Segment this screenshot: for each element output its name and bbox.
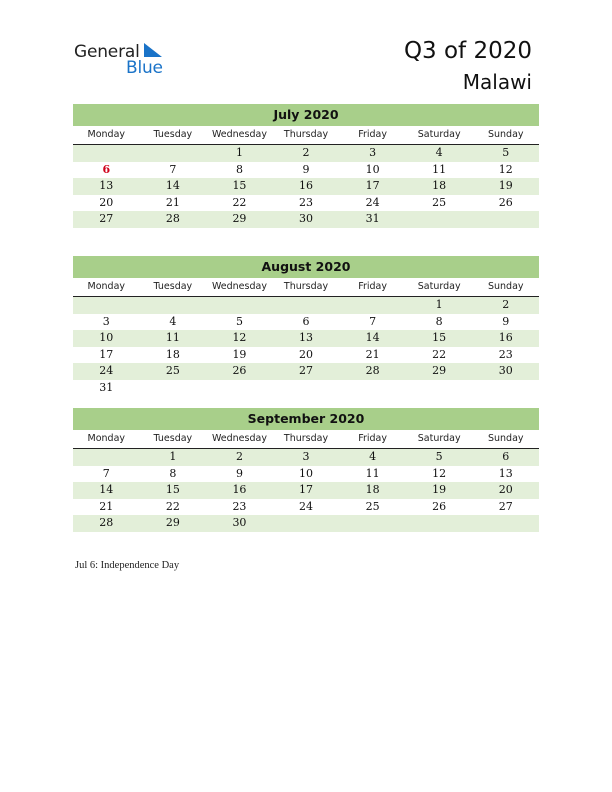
month-calendar: [73, 104, 539, 228]
weekday-label: Friday: [358, 433, 387, 444]
weekday-label: Wednesday: [211, 433, 267, 444]
day-cell: 22: [232, 195, 247, 209]
day-cell: [339, 297, 406, 314]
day-cell: [406, 380, 473, 397]
day-cell: 17: [99, 347, 114, 361]
weekday-label: Monday: [87, 129, 126, 140]
month-header: September 2020: [73, 408, 539, 430]
day-cell: 27: [498, 499, 513, 513]
day-cell: 13: [299, 331, 314, 345]
day-cell: 3: [369, 146, 377, 159]
week-row: [73, 211, 539, 228]
week-row: [73, 466, 539, 483]
brand-logo: [74, 42, 184, 78]
day-cell: 22: [432, 347, 447, 361]
day-cell: 23: [299, 195, 314, 209]
weekday-header-row: [73, 128, 539, 145]
day-cell: [406, 211, 473, 228]
day-cell: 5: [502, 146, 510, 159]
day-cell: [140, 145, 207, 162]
day-cell: 15: [432, 331, 447, 345]
day-cell: 8: [435, 314, 443, 328]
day-cell: 12: [498, 162, 513, 176]
day-cell: 26: [232, 364, 247, 378]
day-cell: 16: [232, 483, 247, 497]
week-row: [73, 380, 539, 397]
day-cell: 4: [369, 450, 377, 463]
day-cell: [73, 449, 140, 466]
logo-text-blue: Blue: [126, 58, 163, 78]
weekday-label: Saturday: [417, 433, 461, 444]
day-cell: 20: [299, 347, 314, 361]
day-cell: 2: [502, 298, 510, 311]
day-cell: 18: [365, 483, 380, 497]
day-cell: 13: [99, 179, 114, 193]
day-cell: [206, 380, 273, 397]
month-calendar: [73, 408, 539, 532]
day-cell: [140, 297, 207, 314]
day-cell: [472, 211, 539, 228]
weekday-label: Wednesday: [211, 281, 267, 292]
day-cell: 15: [165, 483, 180, 497]
weekday-label: Sunday: [487, 281, 524, 292]
day-cell: 21: [165, 195, 180, 209]
day-cell: 19: [432, 483, 447, 497]
day-cell: 8: [169, 466, 177, 480]
day-cell: 28: [99, 516, 114, 530]
holiday-day-cell: 6: [102, 162, 111, 176]
week-row: [73, 195, 539, 212]
weekday-label: Friday: [358, 281, 387, 292]
day-cell: 9: [502, 314, 510, 328]
logo-triangle-icon: [142, 43, 164, 59]
day-cell: 3: [302, 450, 310, 463]
day-cell: 20: [498, 483, 513, 497]
day-cell: 25: [365, 499, 380, 513]
week-row: [73, 145, 539, 162]
day-cell: 11: [165, 331, 180, 345]
weekday-label: Sunday: [487, 433, 524, 444]
weekday-label: Thursday: [283, 433, 329, 444]
day-cell: 25: [432, 195, 447, 209]
week-row: [73, 363, 539, 380]
day-cell: 22: [165, 499, 180, 513]
weekday-label: Tuesday: [153, 281, 193, 292]
day-cell: 5: [435, 450, 443, 463]
day-cell: 31: [99, 380, 114, 394]
day-cell: [273, 380, 340, 397]
day-cell: 4: [435, 146, 443, 159]
day-cell: 26: [498, 195, 513, 209]
day-cell: 28: [165, 212, 180, 226]
day-cell: 19: [232, 347, 247, 361]
day-cell: 18: [432, 179, 447, 193]
day-cell: 29: [432, 364, 447, 378]
day-cell: 17: [365, 179, 380, 193]
month-header: August 2020: [73, 256, 539, 278]
weekday-label: Sunday: [487, 129, 524, 140]
day-cell: [273, 297, 340, 314]
day-cell: 20: [99, 195, 114, 209]
weekday-label: Saturday: [417, 129, 461, 140]
weekday-label: Thursday: [283, 129, 329, 140]
day-cell: 9: [235, 466, 243, 480]
day-cell: 12: [432, 466, 447, 480]
day-cell: 6: [302, 314, 310, 328]
day-cell: 29: [165, 516, 180, 530]
day-cell: 27: [99, 212, 114, 226]
day-cell: 29: [232, 212, 247, 226]
day-cell: 19: [498, 179, 513, 193]
day-cell: 7: [369, 314, 377, 328]
week-row: [73, 499, 539, 516]
day-cell: 10: [365, 162, 380, 176]
day-cell: [206, 297, 273, 314]
week-row: [73, 330, 539, 347]
day-cell: 30: [299, 212, 314, 226]
week-row: [73, 482, 539, 499]
day-cell: 14: [165, 179, 180, 193]
weekday-label: Monday: [87, 281, 126, 292]
day-cell: 12: [232, 331, 247, 345]
day-cell: 2: [302, 146, 310, 159]
day-cell: 24: [299, 499, 314, 513]
week-row: [73, 449, 539, 466]
day-cell: 8: [235, 162, 243, 176]
weekday-header-row: [73, 280, 539, 297]
day-cell: [339, 380, 406, 397]
day-cell: [339, 515, 406, 532]
week-row: [73, 515, 539, 532]
day-cell: 10: [99, 331, 114, 345]
day-cell: 16: [299, 179, 314, 193]
day-cell: 5: [235, 314, 243, 328]
day-cell: [472, 380, 539, 397]
day-cell: 11: [432, 162, 447, 176]
day-cell: 27: [299, 364, 314, 378]
page-title: Q3 of 2020: [403, 38, 532, 64]
day-cell: 16: [498, 331, 513, 345]
day-cell: 9: [302, 162, 310, 176]
weekday-label: Friday: [358, 129, 387, 140]
weekday-label: Saturday: [417, 281, 461, 292]
month-header: July 2020: [73, 104, 539, 126]
day-cell: 23: [498, 347, 513, 361]
day-cell: 30: [232, 516, 247, 530]
day-cell: [406, 515, 473, 532]
day-cell: 13: [498, 466, 513, 480]
day-cell: 1: [235, 146, 243, 159]
day-cell: 2: [235, 450, 243, 463]
day-cell: [472, 515, 539, 532]
day-cell: [73, 145, 140, 162]
day-cell: 3: [102, 314, 110, 328]
day-cell: 31: [365, 212, 380, 226]
day-cell: 1: [435, 298, 443, 311]
day-cell: 6: [502, 450, 510, 463]
day-cell: 30: [498, 364, 513, 378]
day-cell: 21: [99, 499, 114, 513]
day-cell: [73, 297, 140, 314]
day-cell: 18: [165, 347, 180, 361]
day-cell: 26: [432, 499, 447, 513]
day-cell: 23: [232, 499, 247, 513]
logo-text-general: General: [74, 42, 140, 62]
day-cell: 11: [365, 466, 380, 480]
month-calendar: [73, 256, 539, 397]
day-cell: 14: [365, 331, 380, 345]
day-cell: 25: [165, 364, 180, 378]
day-cell: 15: [232, 179, 247, 193]
day-cell: 4: [169, 314, 177, 328]
weekday-label: Wednesday: [211, 129, 267, 140]
weekday-header-row: [73, 432, 539, 449]
week-row: [73, 178, 539, 195]
day-cell: 17: [299, 483, 314, 497]
country-name: Malawi: [462, 70, 532, 94]
weekday-label: Tuesday: [153, 129, 193, 140]
day-cell: 1: [169, 450, 177, 463]
day-cell: [273, 515, 340, 532]
day-cell: 24: [99, 364, 114, 378]
week-row: [73, 162, 539, 179]
holiday-note: Jul 6: Independence Day: [75, 560, 180, 571]
day-cell: 24: [365, 195, 380, 209]
day-cell: 7: [102, 466, 110, 480]
week-row: [73, 297, 539, 314]
day-cell: 10: [299, 466, 314, 480]
day-cell: 14: [99, 483, 114, 497]
day-cell: 28: [365, 364, 380, 378]
weekday-label: Thursday: [283, 281, 329, 292]
day-cell: 21: [365, 347, 380, 361]
week-row: [73, 347, 539, 364]
week-row: [73, 314, 539, 331]
weekday-label: Monday: [87, 433, 126, 444]
weekday-label: Tuesday: [153, 433, 193, 444]
day-cell: 7: [169, 162, 177, 176]
day-cell: [140, 380, 207, 397]
